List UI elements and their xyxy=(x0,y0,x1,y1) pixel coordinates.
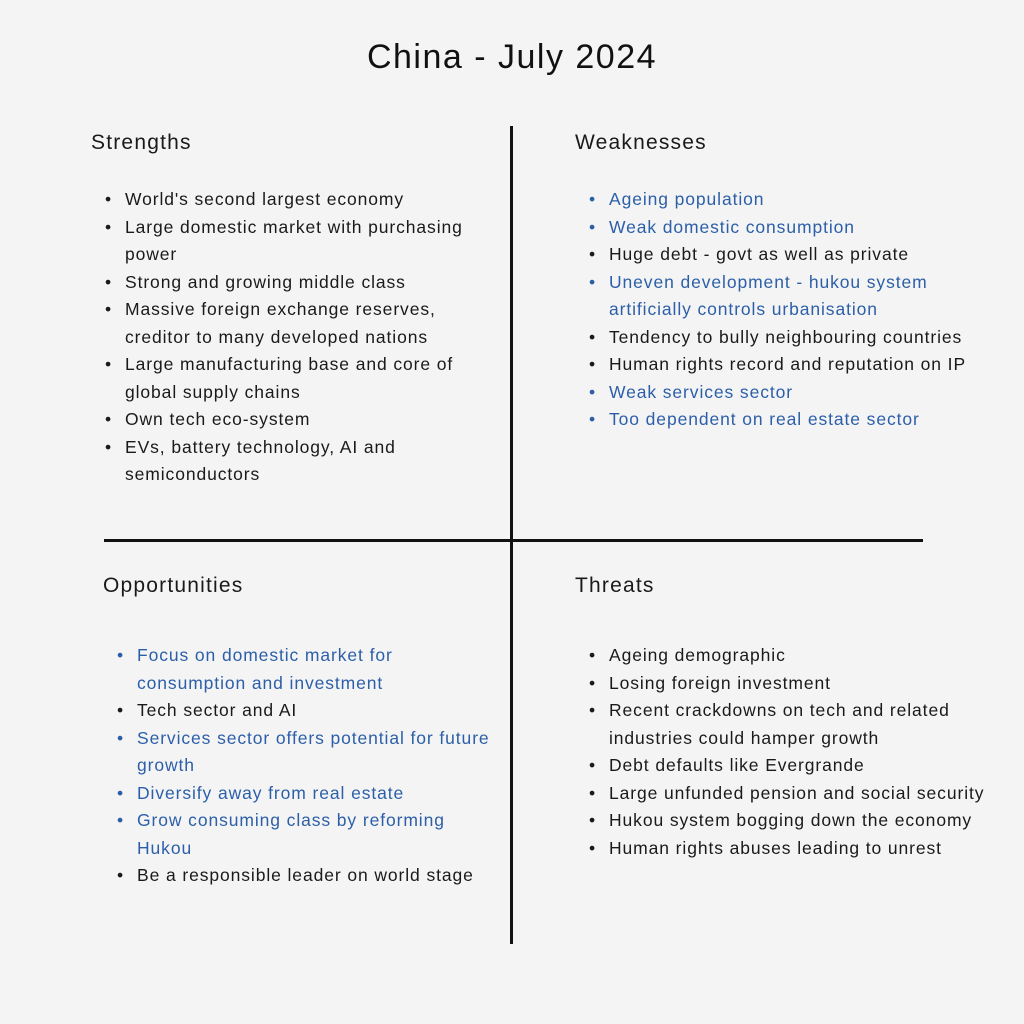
list-item: • Services sector offers potential for future growth xyxy=(103,725,493,780)
list-item: • Massive foreign exchange reserves, creditor to many developed nations xyxy=(91,296,491,351)
list-item: • Too dependent on real estate sector xyxy=(575,406,975,434)
horizontal-divider xyxy=(104,539,923,542)
list-item: • Huge debt - govt as well as private xyxy=(575,241,975,269)
strengths-quadrant xyxy=(91,131,491,489)
list-item: • Losing foreign investment xyxy=(575,670,995,698)
list-item: • Debt defaults like Evergrande xyxy=(575,752,995,780)
list-item: • World's second largest economy xyxy=(91,186,491,214)
list-item: • Weak domestic consumption xyxy=(575,214,975,242)
list-item: • Recent crackdowns on tech and related industries could hamper growth xyxy=(575,697,995,752)
list-item: • Large domestic market with purchasing power xyxy=(91,214,491,269)
list-item: • Hukou system bogging down the economy xyxy=(575,807,995,835)
threats-heading: Threats xyxy=(575,574,655,597)
strengths-heading: Strengths xyxy=(91,131,192,154)
list-item: • Be a responsible leader on world stage xyxy=(103,862,493,890)
list-item: • Ageing demographic xyxy=(575,642,995,670)
list-item: • Diversify away from real estate xyxy=(103,780,493,808)
weaknesses-list xyxy=(575,186,975,434)
vertical-divider xyxy=(510,126,513,944)
opportunities-list xyxy=(103,642,493,890)
list-item: • EVs, battery technology, AI and semiconductors xyxy=(91,434,491,489)
weaknesses-quadrant xyxy=(575,131,975,434)
strengths-list xyxy=(91,186,491,489)
list-item: • Large unfunded pension and social security xyxy=(575,780,995,808)
list-item: • Large manufacturing base and core of global supply chains xyxy=(91,351,491,406)
list-item: • Human rights abuses leading to unrest xyxy=(575,835,995,863)
list-item: • Focus on domestic market for consumption and investment xyxy=(103,642,493,697)
list-item: • Uneven development - hukou system artificially controls urbanisation xyxy=(575,269,975,324)
list-item: • Ageing population xyxy=(575,186,975,214)
list-item: • Grow consuming class by reforming Hukou xyxy=(103,807,493,862)
list-item: • Tech sector and AI xyxy=(103,697,493,725)
list-item: • Weak services sector xyxy=(575,379,975,407)
threats-list xyxy=(575,642,995,862)
weaknesses-heading: Weaknesses xyxy=(575,131,707,154)
opportunities-quadrant xyxy=(103,574,493,890)
list-item: • Own tech eco-system xyxy=(91,406,491,434)
page-title: China - July 2024 xyxy=(366,38,658,76)
list-item: • Strong and growing middle class xyxy=(91,269,491,297)
opportunities-heading: Opportunities xyxy=(103,574,244,597)
list-item: • Human rights record and reputation on IP xyxy=(575,351,975,379)
list-item: • Tendency to bully neighbouring countries xyxy=(575,324,975,352)
threats-quadrant xyxy=(575,574,995,862)
